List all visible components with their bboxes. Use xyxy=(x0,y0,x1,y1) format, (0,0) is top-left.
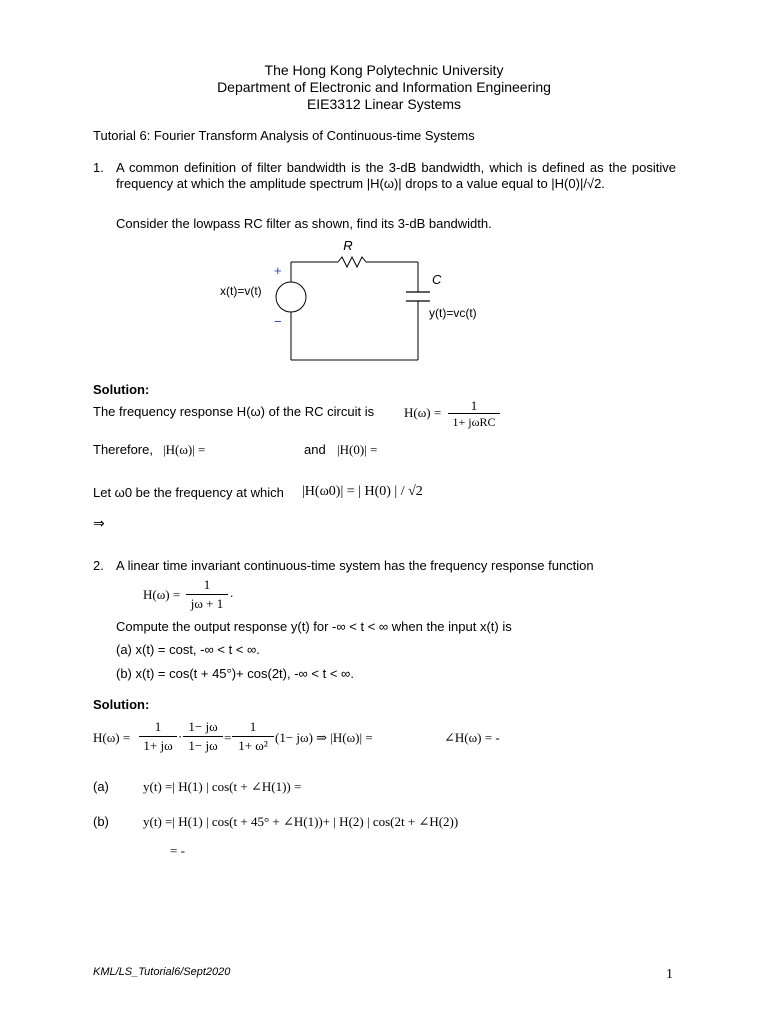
q2-eq-num: 1 xyxy=(203,577,211,592)
sol2-b-eq: y(t) =| H(1) | cos(t + 45° + ∠H(1))+ | H(2) | cos(2t + ∠H(2)) xyxy=(143,814,459,829)
sol1-mag-h0: |H(0)| = xyxy=(337,442,378,457)
department-name: Department of Electronic and Information Engineering xyxy=(217,79,551,95)
label-input: x(t)=v(t) xyxy=(220,284,262,298)
page-number: 1 xyxy=(666,967,673,982)
sol2-phase: ∠H(ω) = - xyxy=(444,730,500,745)
q2-eq-end: . xyxy=(230,585,234,600)
q2-eq-fraction-bar xyxy=(186,594,228,595)
q2-number: 2. xyxy=(93,558,104,573)
q2-compute: Compute the output response y(t) for -∞ < t < ∞ when the input x(t) is xyxy=(116,619,512,634)
sol2-a-eq: y(t) =| H(1) | cos(t + ∠H(1)) = xyxy=(143,779,302,794)
label-plus: + xyxy=(274,263,282,278)
sol2-f2-bar xyxy=(183,736,223,737)
q2-eq-den: jω + 1 xyxy=(190,596,224,611)
q2-part-b: (b) x(t) = cos(t + 45°)+ cos(2t), -∞ < t < ∞. xyxy=(116,666,354,681)
sol2-f3-num: 1 xyxy=(249,719,257,734)
q2-text: A linear time invariant continuous-time system has the frequency response function xyxy=(116,558,594,573)
rc-circuit-diagram xyxy=(210,236,480,366)
sol1-eq-lhs: H(ω) = xyxy=(404,405,442,420)
sol1-line1: The frequency response H(ω) of the RC circuit is xyxy=(93,404,375,419)
sol2-dot: · xyxy=(178,729,183,744)
q1-text: A common definition of filter bandwidth is the 3-dB bandwidth, which is defined as the positive frequency at which the amplitude spectrum |H(ω)| drops to a value equal to |H(0)|/√2. xyxy=(116,160,676,191)
sol1-heading: Solution: xyxy=(93,382,150,397)
sol2-a-label: (a) xyxy=(93,779,109,794)
sol1-implies: ⇒ xyxy=(93,515,105,531)
sol1-eq-num: 1 xyxy=(470,398,478,413)
q1-number: 1. xyxy=(93,160,104,175)
sol1-line3: Let ω0 be the frequency at which xyxy=(93,485,284,500)
label-c: C xyxy=(432,272,442,287)
sol2-f2-den: 1− jω xyxy=(188,738,218,753)
sol2-f1-num: 1 xyxy=(154,719,162,734)
sol2-f2-num: 1− jω xyxy=(188,719,218,734)
sol2-b-cont: = - xyxy=(170,843,185,858)
sol2-f1-bar xyxy=(139,736,177,737)
q2-eq-lhs: H(ω) = xyxy=(143,587,181,602)
label-minus: − xyxy=(274,314,282,329)
tutorial-title: Tutorial 6: Fourier Transform Analysis of Continuous-time Systems xyxy=(93,128,475,143)
sol1-eq-fraction-bar xyxy=(448,413,500,414)
label-r: R xyxy=(343,238,353,253)
q1-instruction: Consider the lowpass RC filter as shown, find its 3-dB bandwidth. xyxy=(116,216,492,231)
sol1-mag-h: |H(ω)| = xyxy=(163,442,206,457)
sol1-line3-eq: |H(ω0)| = | H(0) | / √2 xyxy=(302,484,423,499)
university-name: The Hong Kong Polytechnic University xyxy=(264,62,504,78)
sol1-therefore: Therefore, xyxy=(93,442,153,457)
footer-reference: KML/LS_Tutorial6/Sept2020 xyxy=(93,966,231,978)
label-output: y(t)=vc(t) xyxy=(429,306,477,320)
sol2-f3-den: 1+ ω² xyxy=(238,738,268,753)
sol2-f1-den: 1+ jω xyxy=(143,738,173,753)
resistor xyxy=(338,257,366,267)
sol1-eq-den: 1+ jωRC xyxy=(452,415,496,429)
sol2-eq-eq: = xyxy=(224,730,232,745)
sol2-eq-rest: (1− jω) ⇒ |H(ω)| = xyxy=(275,730,373,745)
course-name: EIE3312 Linear Systems xyxy=(306,96,462,112)
sol1-and: and xyxy=(304,442,326,457)
sol2-heading: Solution: xyxy=(93,697,150,712)
q2-part-a: (a) x(t) = cost, -∞ < t < ∞. xyxy=(116,642,260,657)
voltage-source xyxy=(276,282,306,312)
sol2-b-label: (b) xyxy=(93,814,109,829)
sol2-eq-h: H(ω) = xyxy=(93,730,131,745)
sol2-f3-bar xyxy=(232,736,274,737)
